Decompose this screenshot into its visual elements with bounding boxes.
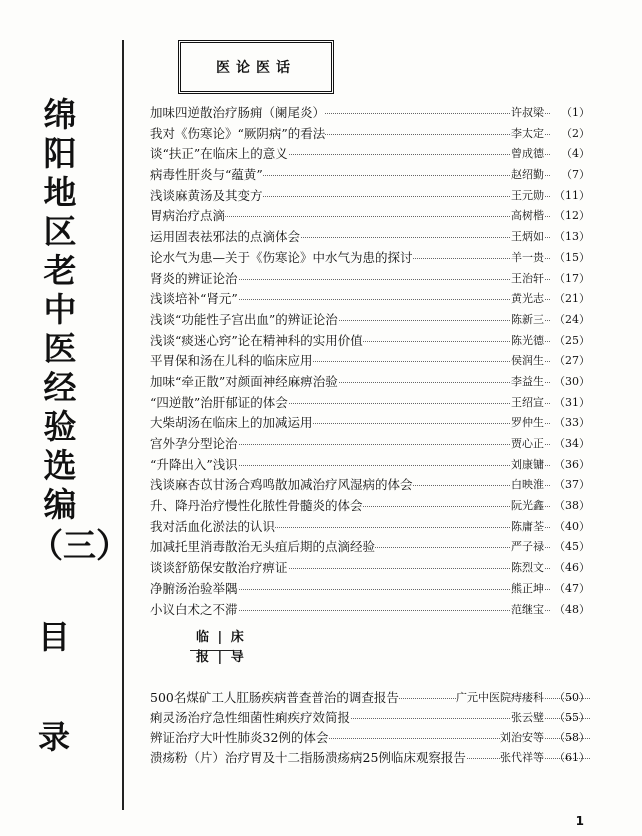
toc-entry-page: （50） — [554, 691, 590, 704]
toc-entry-title: 我对《伤寒论》“厥阴病”的看法 — [150, 124, 325, 144]
toc-entry[interactable] — [150, 393, 590, 414]
contents-char-mu: 目 — [38, 618, 71, 656]
toc-entry-author: 广元中医院痔瘘科 — [456, 688, 544, 708]
toc-entry[interactable] — [150, 269, 590, 290]
toc-entry[interactable] — [150, 124, 590, 145]
toc-entry-page: （58） — [554, 731, 590, 744]
toc-section-2 — [150, 688, 590, 768]
toc-entry-page: （21） — [550, 289, 590, 309]
toc-entry[interactable] — [150, 206, 590, 227]
toc-entry-page: （40） — [550, 517, 590, 537]
toc-entry-page: （11） — [550, 186, 590, 206]
toc-entry[interactable] — [150, 186, 590, 207]
toc-entry-author: 贾心正 — [511, 434, 544, 454]
toc-entry-title: 辨证治疗大叶性肺炎32例的体会 — [150, 728, 328, 748]
section-2-rule — [190, 650, 234, 651]
toc-entry[interactable] — [150, 517, 590, 538]
toc-entry-page: （17） — [550, 269, 590, 289]
toc-entry[interactable] — [150, 708, 590, 728]
toc-entry[interactable] — [150, 600, 590, 621]
toc-entry-title: 平胃保和汤在儿科的临床应用 — [150, 351, 313, 371]
title-char: 区 — [43, 212, 77, 251]
title-char: 老 — [43, 251, 77, 290]
toc-entry-title: 升、降丹治疗慢性化脓性骨髓炎的体会 — [150, 496, 363, 516]
toc-entry-page: （47） — [550, 579, 590, 599]
toc-entry-author: 陈庸荃 — [511, 517, 544, 537]
toc-entry-author: 李益生 — [511, 372, 544, 392]
toc-entry[interactable] — [150, 165, 590, 186]
toc-entry-title: 加味“牵正散”对颜面神经麻痹治验 — [150, 372, 338, 392]
toc-entry-author: 王绍宣 — [511, 393, 544, 413]
toc-entry-author: 高树楷 — [511, 206, 544, 226]
toc-entry-page: （38） — [550, 496, 590, 516]
book-title — [30, 95, 90, 524]
toc-entry-author: 范继宝 — [511, 600, 544, 620]
title-char: 中 — [43, 290, 77, 329]
toc-entry-page: （2） — [550, 124, 590, 144]
toc-entry[interactable] — [150, 728, 590, 748]
title-char: 绵 — [43, 95, 77, 134]
toc-entry-author: 王治轩 — [511, 269, 544, 289]
toc-entry[interactable] — [150, 227, 590, 248]
toc-entry-author: 陈新三 — [511, 310, 544, 330]
toc-entry-author: 羊一贵 — [511, 248, 544, 268]
toc-entry-author: 侯润生 — [511, 351, 544, 371]
toc-section-1 — [150, 103, 590, 620]
toc-entry-title: 浅谈“功能性子宫出血”的辨证论治 — [150, 310, 338, 330]
toc-entry-page: （1） — [550, 103, 590, 123]
page-number: 1 — [575, 814, 584, 828]
toc-entry-page: （15） — [550, 248, 590, 268]
toc-entry-title: 溃疡粉（片）治疗胃及十二指肠溃疡病25例临床观察报告 — [150, 748, 466, 768]
toc-entry[interactable] — [150, 688, 590, 708]
toc-entry-page: （34） — [550, 434, 590, 454]
toc-entry-page: （61） — [554, 751, 590, 764]
toc-entry[interactable] — [150, 372, 590, 393]
toc-entry-page: （45） — [550, 537, 590, 557]
title-char: 阳 — [43, 134, 77, 173]
toc-entry-page: （12） — [550, 206, 590, 226]
toc-entry-page: （46） — [550, 558, 590, 578]
title-char: 验 — [43, 407, 77, 446]
toc-entry-author: 张代祥等 — [500, 748, 544, 768]
toc-entry-author: 严子禄 — [511, 537, 544, 557]
toc-entry-title: 谈“扶正”在临床上的意义 — [150, 144, 288, 164]
toc-entry-author: 熊正坤 — [511, 579, 544, 599]
toc-entry[interactable] — [150, 558, 590, 579]
toc-entry-author: 王炳如 — [511, 227, 544, 247]
toc-entry-author: 曾成德 — [511, 144, 544, 164]
toc-entry-title: 病毒性肝炎与“蕴黄” — [150, 165, 263, 185]
toc-entry-title: 肾炎的辨证论治 — [150, 269, 238, 289]
toc-entry[interactable] — [150, 748, 590, 768]
toc-entry-author: 陈光德 — [511, 331, 544, 351]
toc-entry-page: （48） — [550, 600, 590, 620]
contents-char-lu: 录 — [38, 718, 71, 756]
title-char: 选 — [43, 446, 77, 485]
toc-entry-page: （13） — [550, 227, 590, 247]
toc-entry[interactable] — [150, 248, 590, 269]
toc-entry-title: 浅谈“痰迷心窍”论在精神科的实用价值 — [150, 331, 363, 351]
toc-entry-title: 净腑汤治验举隅 — [150, 579, 238, 599]
toc-entry-page: （37） — [550, 475, 590, 495]
toc-entry-title: 浅谈麻黄汤及其变方 — [150, 186, 263, 206]
toc-entry-title: “四逆散”治肝郁证的体会 — [150, 393, 288, 413]
toc-entry-page: （55） — [554, 711, 590, 724]
toc-entry-page: （27） — [550, 351, 590, 371]
toc-entry-page: （25） — [550, 331, 590, 351]
toc-entry[interactable] — [150, 351, 590, 372]
toc-entry-page: （31） — [550, 393, 590, 413]
toc-entry-title: 运用固表祛邪法的点滴体会 — [150, 227, 300, 247]
title-char: 经 — [43, 368, 77, 407]
section-2-heading — [196, 628, 246, 668]
toc-entry-author: 刘康镛 — [511, 455, 544, 475]
toc-entry-page: （33） — [550, 413, 590, 433]
toc-entry[interactable] — [150, 331, 590, 352]
toc-entry-author: 白映淮 — [511, 475, 544, 495]
toc-entry-author: 张云璧 — [511, 708, 544, 728]
toc-entry-author: 王元勋 — [511, 186, 544, 206]
toc-entry-page: （24） — [550, 310, 590, 330]
toc-entry-author: 赵绍勤 — [511, 165, 544, 185]
toc-entry-title: 痢灵汤治疗急性细菌性痢疾疗效简报 — [150, 708, 350, 728]
toc-entry[interactable] — [150, 434, 590, 455]
toc-entry-author: 阮光鑫 — [511, 496, 544, 516]
toc-entry-title: 论水气为患—关于《伤寒论》中水气为患的探讨 — [150, 248, 413, 268]
toc-entry-title: 宫外孕分型论治 — [150, 434, 238, 454]
toc-entry-author: 刘治安等 — [500, 728, 544, 748]
section-2-heading-line1: 临 | 床 — [196, 630, 246, 645]
toc-entry-title: 浅谈培补“肾元” — [150, 289, 238, 309]
toc-entry[interactable] — [150, 455, 590, 476]
book-volume: （三） — [30, 526, 129, 565]
toc-entry[interactable] — [150, 144, 590, 165]
divider-line — [122, 40, 124, 810]
toc-entry[interactable] — [150, 103, 590, 124]
toc-entry-author: 黄光志 — [511, 289, 544, 309]
toc-entry-title: 500名煤矿工人肛肠疾病普查普治的调查报告 — [150, 688, 399, 708]
toc-entry-title: 谈谈舒筋保安散治疗痹证 — [150, 558, 288, 578]
toc-entry-page: （36） — [550, 455, 590, 475]
section-heading-box — [178, 40, 334, 94]
toc-entry-title: 小议白术之不滞 — [150, 600, 238, 620]
toc-entry-page: （30） — [550, 372, 590, 392]
toc-entry[interactable] — [150, 579, 590, 600]
toc-entry-author: 陈烈文 — [511, 558, 544, 578]
toc-entry[interactable] — [150, 310, 590, 331]
toc-entry[interactable] — [150, 475, 590, 496]
section-2-heading-line2: 报 | 导 — [196, 650, 246, 665]
title-char: 编 — [43, 485, 77, 524]
toc-entry[interactable] — [150, 537, 590, 558]
title-char: 地 — [43, 173, 77, 212]
toc-entry[interactable] — [150, 289, 590, 310]
toc-entry-title: 浅谈麻杏苡甘汤合鸡鸣散加减治疗风湿病的体会 — [150, 475, 413, 495]
toc-entry-title: 胃病治疗点滴 — [150, 206, 225, 226]
toc-entry-title: 加减托里消毒散治无头疽后期的点滴经验 — [150, 537, 375, 557]
toc-entry-author: 许叔梁 — [511, 103, 544, 123]
toc-entry-page: （7） — [550, 165, 590, 185]
section-heading: 医论医话 — [216, 60, 296, 76]
toc-entry[interactable] — [150, 496, 590, 517]
toc-entry-title: “升降出入”浅识 — [150, 455, 238, 475]
toc-entry-author: 李太定 — [511, 124, 544, 144]
toc-entry-title: 我对活血化淤法的认识 — [150, 517, 275, 537]
title-char: 医 — [43, 329, 77, 368]
toc-entry-title: 大柴胡汤在临床上的加减运用 — [150, 413, 313, 433]
toc-entry-title: 加味四逆散治疗肠痈（阑尾炎） — [150, 103, 325, 123]
toc-entry-author: 罗仲生 — [511, 413, 544, 433]
toc-entry[interactable] — [150, 413, 590, 434]
toc-entry-page: （4） — [550, 144, 590, 164]
